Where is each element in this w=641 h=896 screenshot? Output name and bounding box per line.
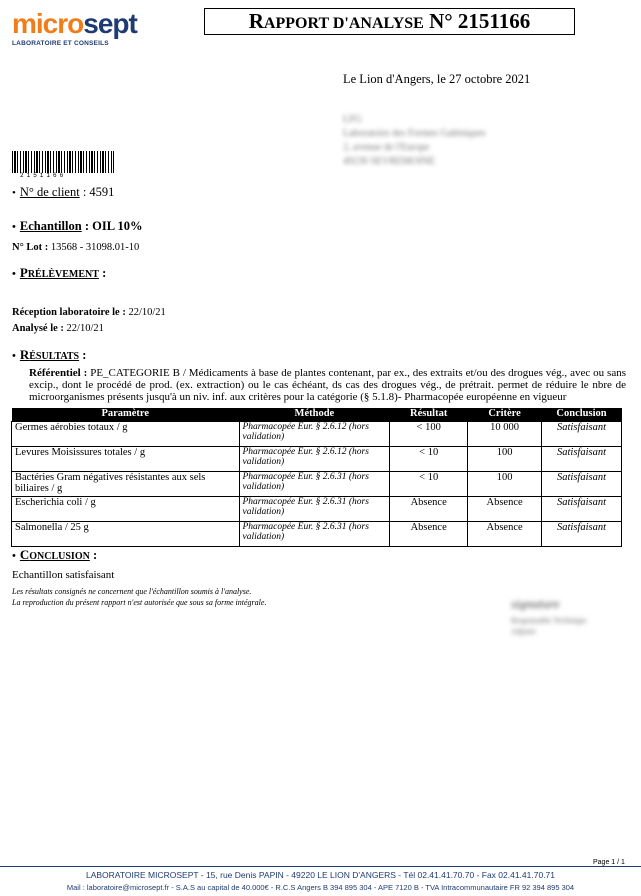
sample-value: : OIL 10% <box>84 219 143 233</box>
cell-methode: Pharmacopée Eur. § 2.6.12 (hors validation) <box>239 446 390 471</box>
cell-critere: 100 <box>468 446 542 471</box>
microsept-logo <box>12 10 152 50</box>
cell-critere: Absence <box>468 496 542 521</box>
signature: signature <box>511 596 560 611</box>
reception-value: 22/10/21 <box>128 307 166 318</box>
section-prelevement: • PRÉLÈVEMENT : <box>12 265 107 280</box>
barcode-number: 2151166 <box>20 172 67 179</box>
reception-date <box>12 307 166 318</box>
lot-value: 13568 - 31098.01-10 <box>50 242 140 253</box>
section-conclusion: • CONCLUSION : <box>12 547 98 562</box>
legal-note: La reproduction du présent rapport n'est autorisée que sous sa forme intégrale. <box>12 598 267 607</box>
column-header: Résultat <box>390 408 468 421</box>
signatory-title: Responsable Technique <box>511 616 587 625</box>
sample-label: Echantillon <box>19 219 82 233</box>
address-line: LFG <box>343 114 362 125</box>
cell-conclusion: Satisfaisant <box>542 496 622 521</box>
column-header: Méthode <box>239 408 390 421</box>
recipient-address <box>343 113 485 169</box>
title-rest: APPORT D'ANALYSE <box>263 15 424 32</box>
analysis-label: Analysé le : <box>12 323 64 334</box>
legal-note: Les résultats consignés ne concernent que l'échantillon soumis à l'analyse. <box>12 587 252 596</box>
logo-wordmark <box>12 10 152 38</box>
cell-resultat: Absence <box>390 521 468 546</box>
analysis-date <box>12 323 104 334</box>
column-header: Conclusion <box>542 408 622 421</box>
referentiel-label: Référentiel : <box>29 367 88 379</box>
footer-legal: Mail : laboratoire@microsept.fr - S.A.S au capital de 40.000€ - R.C.S Angers B 394 895 304 - APE 7120 B - TVA Intracommunautaire FR 92 394 895 304 <box>66 883 575 892</box>
table-row <box>12 521 622 546</box>
lot-label: N° Lot : <box>12 242 49 253</box>
cell-methode: Pharmacopée Eur. § 2.6.31 (hors validation) <box>239 521 390 546</box>
place-date: Le Lion d'Angers, le 27 octobre 2021 <box>343 72 531 86</box>
barcode <box>12 151 114 178</box>
logo-micro: micro <box>12 8 84 39</box>
client-label: N° de client <box>19 185 80 199</box>
barcode-bars <box>12 151 114 173</box>
address-line: 2, avenue de l'Europe <box>343 142 430 153</box>
results-table <box>11 408 622 547</box>
cell-resultat: Absence <box>390 496 468 521</box>
signatory-role: Adjoint <box>511 627 536 636</box>
column-header: Critère <box>468 408 542 421</box>
cell-parametre: Escherichia coli / g <box>12 496 240 521</box>
cell-parametre: Salmonella / 25 g <box>12 521 240 546</box>
table-row <box>12 496 622 521</box>
page-number: Page 1 / 1 <box>593 859 625 866</box>
cell-methode: Pharmacopée Eur. § 2.6.31 (hors validation) <box>239 496 390 521</box>
cell-conclusion: Satisfaisant <box>542 521 622 546</box>
referentiel <box>29 367 626 403</box>
footer <box>0 866 641 893</box>
cell-critere: Absence <box>468 521 542 546</box>
client-value: : 4591 <box>82 185 115 199</box>
report-title <box>204 8 575 35</box>
cell-resultat: < 10 <box>390 471 468 496</box>
section-resultats: • RÉSULTATS : <box>12 347 87 362</box>
reception-label: Réception laboratoire le : <box>12 307 126 318</box>
cell-methode: Pharmacopée Eur. § 2.6.31 (hors validation) <box>239 471 390 496</box>
conclusion-text: Echantillon satisfaisant <box>12 569 115 581</box>
lot-number <box>12 242 139 253</box>
referentiel-text: PE_CATEGORIE B / Médicaments à base de plantes contenant, par ex., des extraits et/ou des drogues vég., avec ou sans excip., dont le procédé de prod. (ex. extraction) ou le cas échéant, ds cas des drogues vég., de prétrait. permet de réduire le nbre de microorganismes présents jusqu'à un niv. inf. aux critères pour la catégorie (§ 5.1.8)- Pharmacopée européenne en vigueur <box>29 367 627 403</box>
logo-subtitle: LABORATOIRE ET CONSEILS <box>12 40 109 47</box>
table-row <box>12 421 622 446</box>
cell-resultat: < 100 <box>390 421 468 446</box>
cell-methode: Pharmacopée Eur. § 2.6.12 (hors validation) <box>239 421 390 446</box>
cell-critere: 10 000 <box>468 421 542 446</box>
address-line: Laboratoire des Formes Galéniques <box>343 128 486 139</box>
address-line: 49230 SEVREMOINE <box>343 156 435 167</box>
sample-name: • Echantillon : OIL 10% <box>12 219 143 233</box>
cell-critere: 100 <box>468 471 542 496</box>
cell-conclusion: Satisfaisant <box>542 471 622 496</box>
report-number: N° 2151166 <box>429 9 531 33</box>
cell-conclusion: Satisfaisant <box>542 446 622 471</box>
title-first-letter: R <box>248 9 264 33</box>
table-row <box>12 471 622 496</box>
cell-parametre: Bactéries Gram négatives résistantes aux sels biliaires / g <box>12 471 240 496</box>
cell-parametre: Levures Moisissures totales / g <box>12 446 240 471</box>
cell-parametre: Germes aérobies totaux / g <box>12 421 240 446</box>
footer-address: LABORATOIRE MICROSEPT - 15, rue Denis PAPIN - 49220 LE LION D'ANGERS - Tél 02.41.41.70.70 - Fax 02.41.41.70.71 <box>85 870 556 880</box>
analysis-value: 22/10/21 <box>66 323 104 334</box>
client-number: • N° de client : 4591 <box>12 185 115 199</box>
cell-resultat: < 10 <box>390 446 468 471</box>
cell-conclusion: Satisfaisant <box>542 421 622 446</box>
table-row <box>12 446 622 471</box>
logo-sept: sept <box>83 8 137 39</box>
table-header-row <box>12 408 622 421</box>
column-header: Paramètre <box>12 408 240 421</box>
signature-block <box>511 596 621 636</box>
